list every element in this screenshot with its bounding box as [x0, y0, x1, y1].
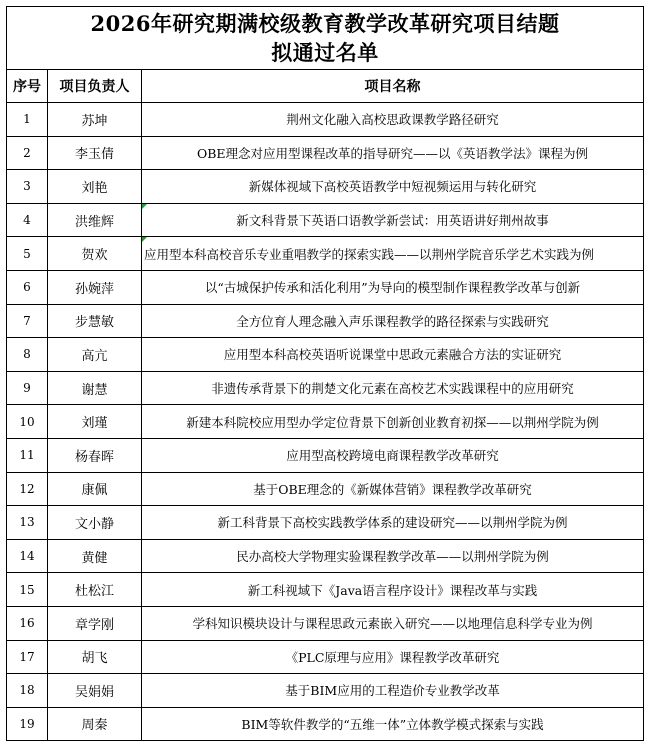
- table-row: [7, 103, 644, 137]
- column-header-no[interactable]: 序号: [7, 70, 48, 103]
- cell-project[interactable]: 基于OBE理念的《新媒体营销》课程教学改革研究: [142, 472, 644, 506]
- table-row: [7, 237, 644, 271]
- cell-no[interactable]: 11: [7, 438, 48, 472]
- table-row: [7, 371, 644, 405]
- cell-leader[interactable]: 周秦: [48, 707, 142, 741]
- cell-project[interactable]: 应用型本科高校英语听说课堂中思政元素融合方法的实证研究: [142, 338, 644, 372]
- cell-no[interactable]: 15: [7, 573, 48, 607]
- column-header-leader[interactable]: 项目负责人: [48, 70, 142, 103]
- cell-no[interactable]: 7: [7, 304, 48, 338]
- cell-no[interactable]: 14: [7, 539, 48, 573]
- cell-project[interactable]: 新媒体视域下高校英语教学中短视频运用与转化研究: [142, 170, 644, 204]
- table-row: [7, 674, 644, 708]
- cell-leader[interactable]: 杨春晖: [48, 438, 142, 472]
- cell-leader[interactable]: 步慧敏: [48, 304, 142, 338]
- cell-no[interactable]: 9: [7, 371, 48, 405]
- cell-project[interactable]: 荆州文化融入高校思政课教学路径研究: [142, 103, 644, 137]
- cell-project[interactable]: 基于BIM应用的工程造价专业教学改革: [142, 674, 644, 708]
- cell-no[interactable]: 6: [7, 270, 48, 304]
- table-row: [7, 472, 644, 506]
- cell-leader[interactable]: 章学刚: [48, 606, 142, 640]
- cell-project[interactable]: 非遗传承背景下的荆楚文化元素在高校艺术实践课程中的应用研究: [142, 371, 644, 405]
- cell-project[interactable]: 学科知识模块设计与课程思政元素嵌入研究——以地理信息科学专业为例: [142, 606, 644, 640]
- cell-leader[interactable]: 康佩: [48, 472, 142, 506]
- cell-leader[interactable]: 刘瑾: [48, 405, 142, 439]
- cell-leader[interactable]: 李玉倩: [48, 136, 142, 170]
- cell-no[interactable]: 5: [7, 237, 48, 271]
- cell-no[interactable]: 8: [7, 338, 48, 372]
- header-row: [7, 70, 644, 103]
- cell-leader[interactable]: 高亢: [48, 338, 142, 372]
- cell-no[interactable]: 10: [7, 405, 48, 439]
- table-row: [7, 573, 644, 607]
- cell-project[interactable]: 新文科背景下英语口语教学新尝试：用英语讲好荆州故事: [142, 203, 644, 237]
- table-row: [7, 338, 644, 372]
- table-row: [7, 539, 644, 573]
- cell-project[interactable]: BIM等软件教学的“五维一体”立体教学模式探索与实践: [142, 707, 644, 741]
- table-row: [7, 136, 644, 170]
- cell-leader[interactable]: 贺欢: [48, 237, 142, 271]
- cell-leader[interactable]: 黄健: [48, 539, 142, 573]
- cell-leader[interactable]: 苏坤: [48, 103, 142, 137]
- cell-leader[interactable]: 吴娟娟: [48, 674, 142, 708]
- table-row: [7, 438, 644, 472]
- table-row: [7, 707, 644, 741]
- cell-project[interactable]: 应用型高校跨境电商课程教学改革研究: [142, 438, 644, 472]
- table-row: [7, 606, 644, 640]
- table-row: [7, 203, 644, 237]
- cell-leader[interactable]: 胡飞: [48, 640, 142, 674]
- cell-project[interactable]: 全方位育人理念融入声乐课程教学的路径探索与实践研究: [142, 304, 644, 338]
- cell-no[interactable]: 16: [7, 606, 48, 640]
- cell-project[interactable]: 以“古城保护传承和活化利用”为导向的模型制作课程教学改革与创新: [142, 270, 644, 304]
- cell-project[interactable]: OBE理念对应用型课程改革的指导研究——以《英语教学法》课程为例: [142, 136, 644, 170]
- cell-project[interactable]: 《PLC原理与应用》课程教学改革研究: [142, 640, 644, 674]
- table-row: [7, 170, 644, 204]
- cell-project[interactable]: 新工科背景下高校实践教学体系的建设研究——以荆州学院为例: [142, 506, 644, 540]
- cell-project[interactable]: 新工科视域下《Java语言程序设计》课程改革与实践: [142, 573, 644, 607]
- cell-leader[interactable]: 文小静: [48, 506, 142, 540]
- cell-leader[interactable]: 孙婉萍: [48, 270, 142, 304]
- cell-no[interactable]: 19: [7, 707, 48, 741]
- cell-no[interactable]: 17: [7, 640, 48, 674]
- cell-no[interactable]: 2: [7, 136, 48, 170]
- sheet-title[interactable]: [7, 7, 644, 70]
- table-row: [7, 506, 644, 540]
- title-line-2: 拟通过名单: [271, 40, 379, 65]
- cell-leader[interactable]: 洪维辉: [48, 203, 142, 237]
- cell-project[interactable]: 应用型本科高校音乐专业重唱教学的探索实践——以荆州学院音乐学艺术实践为例: [142, 237, 644, 271]
- cell-leader[interactable]: 刘艳: [48, 170, 142, 204]
- table-row: [7, 270, 644, 304]
- table-row: [7, 304, 644, 338]
- cell-no[interactable]: 3: [7, 170, 48, 204]
- cell-leader[interactable]: 杜松江: [48, 573, 142, 607]
- cell-no[interactable]: 12: [7, 472, 48, 506]
- cell-no[interactable]: 13: [7, 506, 48, 540]
- cell-no[interactable]: 18: [7, 674, 48, 708]
- project-list-table: [6, 6, 644, 741]
- cell-project[interactable]: 民办高校大学物理实验课程教学改革——以荆州学院为例: [142, 539, 644, 573]
- table-row: [7, 640, 644, 674]
- table-body: [7, 103, 644, 741]
- cell-no[interactable]: 1: [7, 103, 48, 137]
- table-row: [7, 405, 644, 439]
- cell-no[interactable]: 4: [7, 203, 48, 237]
- title-line-1: 2026年研究期满校级教育教学改革研究项目结题: [90, 11, 560, 36]
- cell-leader[interactable]: 谢慧: [48, 371, 142, 405]
- column-header-project[interactable]: 项目名称: [142, 70, 644, 103]
- cell-project[interactable]: 新建本科院校应用型办学定位背景下创新创业教育初探——以荆州学院为例: [142, 405, 644, 439]
